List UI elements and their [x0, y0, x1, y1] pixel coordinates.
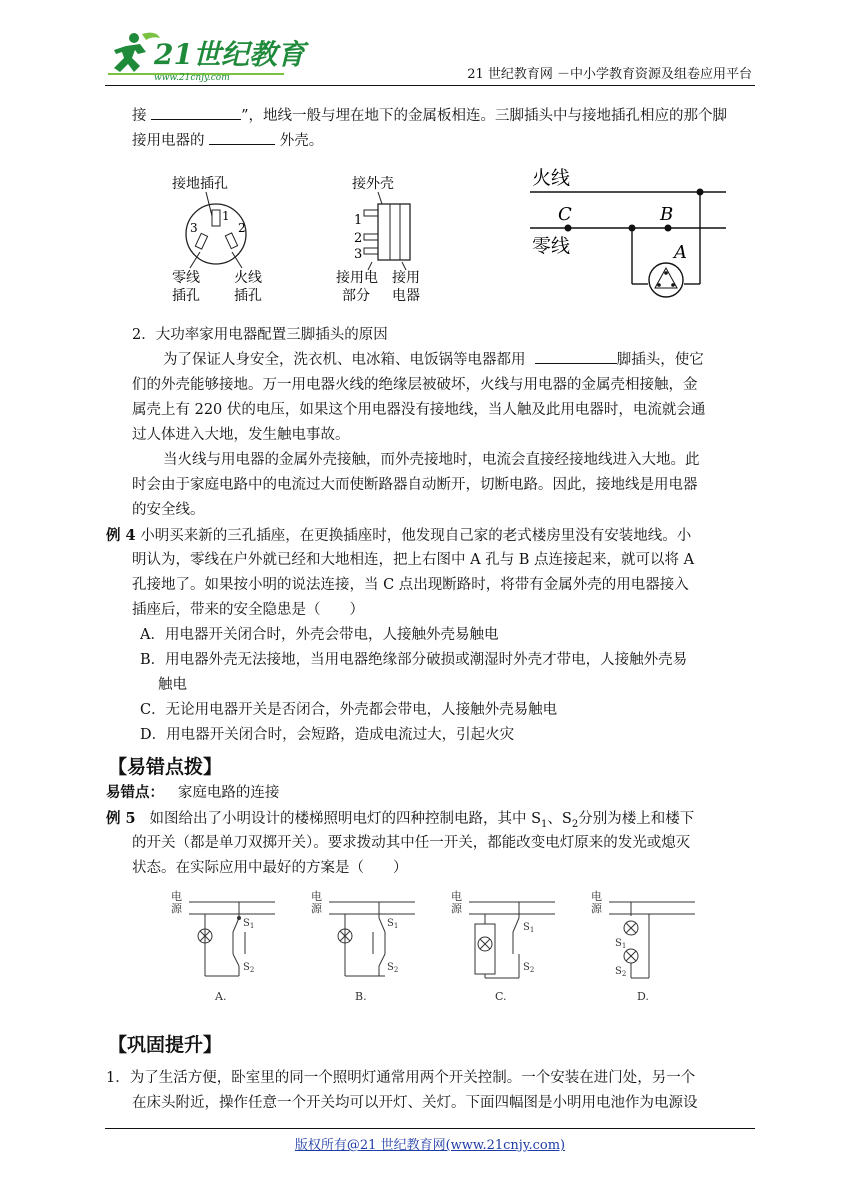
example4-option-a: A．用电器开关闭合时，外壳会带电，人接触外壳易触电 — [140, 627, 499, 643]
svg-text:源: 源 — [311, 902, 322, 915]
svg-text:S2: $S_2$ — [243, 962, 255, 974]
example4-l1: 例 4 小明买来新的三孔插座，在更换插座时，他发现自己家的老式楼房里没有安装地线。小 — [106, 527, 692, 544]
socket-figure — [168, 170, 268, 305]
svg-text:C.: C. — [495, 990, 507, 1003]
svg-text:插孔: 插孔 — [234, 288, 262, 304]
svg-text:S2: $S_2$ — [523, 962, 535, 974]
section2-p1-l2: 们的外壳能够接地。万一用电器火线的绝缘层被破坏，火线与用电器的金属壳相接触，金 — [132, 377, 698, 393]
example4-option-d: D．用电器开关闭合时，会短路，造成电流过大，引起火灾 — [140, 727, 515, 743]
svg-text:零线: 零线 — [172, 270, 200, 286]
svg-text:S1: $S_1$ — [243, 918, 255, 930]
svg-text:2: 2 — [354, 231, 363, 246]
svg-text:接外壳: 接外壳 — [352, 176, 394, 192]
example4-option-b-cont: 触电 — [158, 677, 187, 693]
example4-l2: 明认为，零线在户外就已经和大地相连，把上右图中 A 孔与 B 点连接起来，就可以将 A — [132, 552, 695, 568]
svg-text:源: 源 — [451, 902, 462, 915]
example4-l3: 孔接地了。如果按小明的说法连接，当 C 点出现断路时，将带有金属外壳的用电器接入 — [132, 577, 689, 593]
example5-circuits — [165, 888, 705, 1006]
svg-text:A: A — [674, 242, 687, 263]
example4-option-b: B．用电器外壳无法接地，当用电器绝缘部分破损或潮湿时外壳才带电，人接触外壳易 — [140, 652, 688, 668]
example4-option-c: C．无论用电器开关是否闭合，外壳都会带电，人接触外壳易触电 — [140, 702, 558, 718]
svg-text:接用: 接用 — [392, 270, 420, 286]
svg-text:零线: 零线 — [532, 235, 571, 257]
circuit-option-a — [171, 889, 275, 1003]
svg-text:源: 源 — [591, 902, 602, 915]
svg-text:部分: 部分 — [342, 288, 370, 304]
consolidate-q1-l2: 在床头附近，操作任意一个开关均可以开灯、关灯。下面四幅图是小明用电池作为电源设 — [132, 1095, 698, 1111]
example4-label: 例 4 — [106, 527, 136, 544]
section2-p1-l1: 为了保证人身安全，洗衣机、电冰箱、电饭锅等电器都用 脚插头，使它 — [163, 348, 704, 373]
circuit-option-b — [311, 889, 415, 1003]
plug-figure — [332, 170, 432, 305]
section2-p2-l3: 的安全线。 — [132, 502, 205, 518]
svg-text:C: C — [558, 204, 572, 225]
svg-text:S2: $S_2$ — [387, 962, 399, 974]
svg-text:D.: D. — [637, 990, 649, 1003]
example5-label: 例 5 — [106, 810, 136, 827]
circuit-figure — [530, 162, 730, 307]
tips-point: 易错点： 家庭电路的连接 — [106, 784, 280, 801]
svg-text:A.: A. — [215, 990, 227, 1003]
svg-text:接地插孔: 接地插孔 — [172, 176, 228, 192]
svg-text:B: B — [660, 204, 674, 225]
svg-text:源: 源 — [171, 902, 182, 915]
example5-l1: 例 5 如图给出了小明设计的楼梯照明电灯的四种控制电路，其中 $S_1$、$S_2$分别为楼上和楼下 — [106, 810, 695, 830]
svg-text:S1: $S_1$ — [615, 938, 627, 950]
footer-copyright-link[interactable]: 版权所有@21 世纪教育网(www.21cnjy.com) — [294, 1138, 566, 1153]
svg-text:B.: B. — [355, 990, 367, 1003]
svg-text:S1: $S_1$ — [523, 922, 535, 934]
section2-p2-l2: 时会由于家庭电路中的电流过大而使断路器自动断开，切断电路。因此，接地线是用电器 — [132, 477, 698, 493]
svg-text:电: 电 — [591, 890, 602, 903]
svg-text:电: 电 — [311, 890, 322, 903]
svg-text:火线: 火线 — [532, 167, 571, 189]
section2-p1-l3: 属壳上有 220 伏的电压，如果这个用电器没有接地线，当人触及此用电器时，电流就会通 — [132, 402, 706, 418]
consolidate-heading: 【巩固提升】 — [108, 1034, 223, 1056]
site-logo — [108, 28, 305, 83]
example4-l4: 插座后，带来的安全隐患是（ ） — [132, 602, 364, 618]
svg-text:S1: $S_1$ — [387, 918, 399, 930]
svg-text:S2: $S_2$ — [615, 966, 627, 978]
section2-title: 2．大功率家用电器配置三脚插头的原因 — [132, 327, 388, 343]
tips-heading: 【易错点拨】 — [108, 756, 223, 778]
svg-text:1: 1 — [354, 213, 363, 228]
site-title: 21 世纪教育网 －中小学教育资源及组卷应用平台 — [467, 67, 752, 82]
example5-l3: 状态。在实际应用中最好的方案是（ ） — [132, 860, 408, 876]
svg-text:插孔: 插孔 — [172, 288, 200, 304]
svg-text:3: 3 — [354, 247, 363, 262]
svg-text:电器: 电器 — [392, 288, 420, 304]
circuit-option-c — [451, 889, 555, 1003]
svg-text:1: 1 — [222, 209, 230, 223]
section2-p1-l4: 过人体进入大地，发生触电事故。 — [132, 427, 350, 443]
top-line-1: 接 ”，地线一般与埋在地下的金属板相连。三脚插头中与接地插孔相应的那个脚 — [132, 104, 727, 129]
svg-text:3: 3 — [190, 221, 198, 235]
circuit-option-d — [591, 889, 695, 1003]
section2-p2-l1: 当火线与用电器的金属外壳接触，而外壳接地时，电流会直接经接地线进入大地。此 — [163, 452, 700, 468]
consolidate-q1-l1: 1．为了生活方便，卧室里的同一个照明灯通常用两个开关控制。一个安装在进门处，另一个 — [106, 1070, 696, 1086]
svg-text:2: 2 — [238, 221, 246, 235]
svg-text:电: 电 — [451, 890, 462, 903]
svg-text:电: 电 — [171, 890, 182, 903]
logo-url: www.21cnjy.com — [154, 73, 230, 83]
example5-l2: 的开关（都是单刀双掷开关）。要求拨动其中任一开关，都能改变电灯原来的发光或熄灭 — [132, 835, 691, 851]
logo-text: 21世纪教育 — [154, 38, 305, 71]
top-line-2: 接用电器的 外壳。 — [132, 129, 323, 154]
svg-text:火线: 火线 — [234, 270, 262, 286]
svg-text:接用电: 接用电 — [336, 270, 378, 286]
